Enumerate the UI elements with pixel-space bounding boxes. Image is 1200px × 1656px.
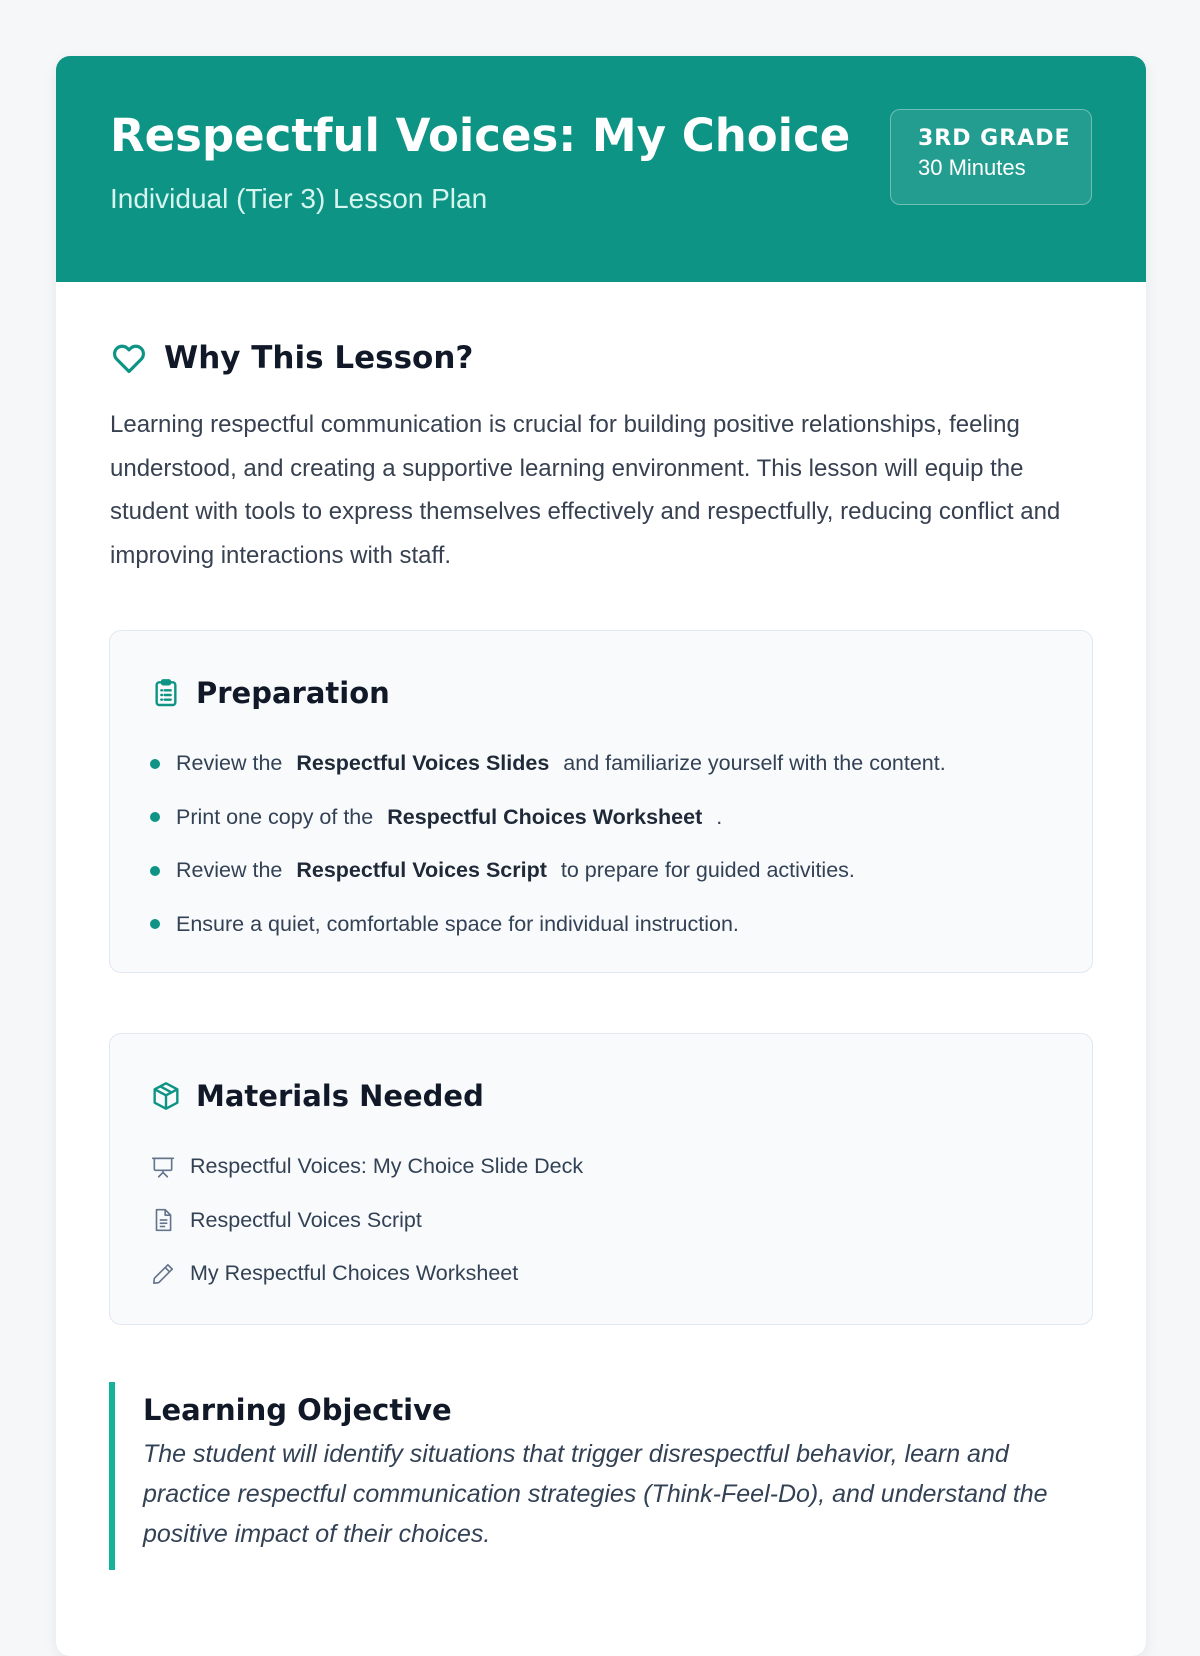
list-item: Review the Respectful Voices Slides and familiarize yourself with the content. — [150, 737, 1092, 791]
lesson-body — [56, 282, 1146, 577]
why-heading: Why This Lesson? — [164, 340, 474, 376]
grade-label: 3RD GRADE — [918, 126, 1071, 151]
list-item: Respectful Voices: My Choice Slide Deck — [150, 1140, 1092, 1194]
objective-text: The student will identify situations that trigger disrespectful behavior, learn and practice respectful communication strategies (Think-Feel-Do), and understand the positive impact of their choices. — [143, 1440, 1048, 1548]
list-item: Print one copy of the Respectful Choices Worksheet . — [150, 791, 1092, 845]
why-text: Learning respectful communication is crucial for building positive relationships, feeling understood, and creating a supportive learning environment. This lesson will equip the student with tools to express themselves effectively and respectfully, reducing conflict and improving interactions with staff. — [110, 411, 1061, 569]
why-section-header — [110, 338, 1092, 378]
lesson-header — [56, 56, 1146, 282]
pencil-icon — [150, 1261, 176, 1287]
package-icon — [150, 1080, 182, 1112]
objective-heading: Learning Objective — [143, 1393, 452, 1427]
heart-icon — [110, 339, 148, 377]
page-subtitle: Individual (Tier 3) Lesson Plan — [110, 183, 488, 214]
materials-header — [150, 1076, 1092, 1116]
bullet-icon — [150, 812, 160, 822]
materials-heading: Materials Needed — [196, 1079, 484, 1113]
list-item: Ensure a quiet, comfortable space for individual instruction. — [150, 898, 1092, 952]
materials-section — [109, 1033, 1093, 1325]
preparation-heading: Preparation — [196, 676, 390, 710]
preparation-section — [109, 630, 1093, 973]
page-title: Respectful Voices: My Choice — [110, 109, 851, 162]
bullet-icon — [150, 866, 160, 876]
clipboard-icon — [150, 677, 182, 709]
preparation-header — [150, 673, 1092, 713]
learning-objective — [109, 1382, 1093, 1570]
list-item: Review the Respectful Voices Script to prepare for guided activities. — [150, 844, 1092, 898]
list-item: My Respectful Choices Worksheet — [150, 1247, 1092, 1301]
presentation-icon — [150, 1154, 176, 1180]
bullet-icon — [150, 759, 160, 769]
duration-label: 30 Minutes — [918, 155, 1026, 180]
bullet-icon — [150, 919, 160, 929]
preparation-list — [150, 737, 1092, 951]
list-item: Respectful Voices Script — [150, 1194, 1092, 1248]
grade-badge — [890, 109, 1092, 205]
document-icon — [150, 1207, 176, 1233]
lesson-card — [56, 56, 1146, 1656]
materials-list — [150, 1140, 1092, 1301]
